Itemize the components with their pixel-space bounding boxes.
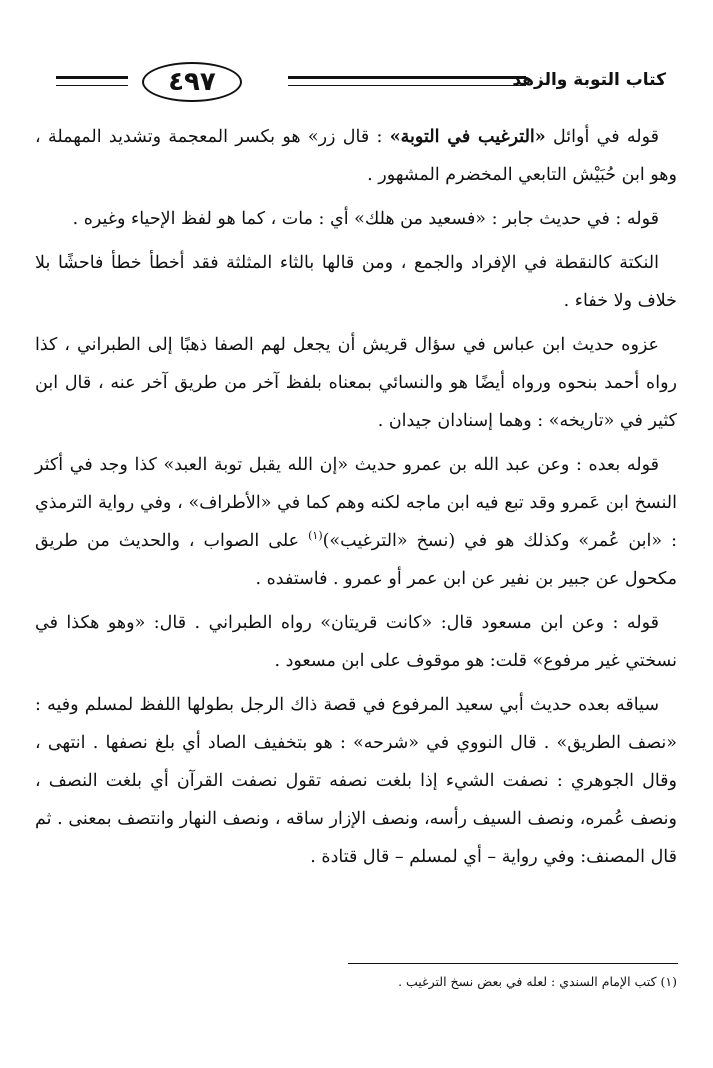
paragraph-7: سياقه بعده حديث أبي سعيد المرفوع في قصة ذاك الرجل بطولها اللفظ لمسلم وفيه : «نصف الطريق» . قال النووي في «شرحه» : هو بتخفيف الصاد أي بلغ نصفها . انتهى ، وقال الجوهري : نصفت الشيء إذا بلغت نصفه تقول نصفت القرآن أي بلغت النصف ، ونصف عُمره، ونصف السيف رأسه، ونصف الإزار ساقه ، ونصف النهار وانتصف بمعنى . ثم قال المصنف: وفي رواية – أي لمسلم – قال قتادة . [35, 695, 677, 867]
header-rule-right [288, 76, 526, 86]
footnote: (١) كتب الإمام السندي : لعله في بعض نسخ الترغيب . [398, 974, 677, 989]
header-rule-left [56, 76, 128, 86]
paragraph-2: قوله : في حديث جابر : «فسعيد من هلك» أي : مات ، كما هو لفظ الإحياء وغيره . [72, 209, 659, 229]
paragraph-5-text-a: قوله بعده : وعن عبد الله بن عمرو حديث «إن الله يقبل توبة العبد» كذا وجد في أكثر النسخ ابن عَمرو وقد تبع فيه ابن ماجه لكنه وهم كما في «الأطراف» ، وفي رواية الترمذي : «ابن عُمر» وكذلك هو في (نسخ «الترغيب») [35, 455, 677, 551]
paragraph-1-text-a: قوله في أوائل [545, 127, 659, 147]
paragraph-4: عزوه حديث ابن عباس في سؤال قريش أن يجعل لهم الصفا ذهبًا إلى الطبراني ، كذا رواه أحمد بنحوه ورواه أيضًا هو والنسائي بمعناه بلفظ آخر من طريق آخر عنه ، قال ابن كثير في «تاريخه» : وهما إسنادان جيدان . [35, 335, 677, 431]
paragraph-5-text-b: على الصواب ، والحديث من طريق مكحول عن جبير بن نفير عن ابن عمر أو عمرو . فاستفده . [35, 531, 677, 589]
body-text [35, 118, 677, 882]
paragraph-1-bold-title: «الترغيب في التوبة» [389, 127, 546, 147]
page-number: ٤٩٧ [168, 67, 216, 97]
running-title: كتاب التوبة والزهد [512, 70, 666, 90]
page-header [56, 62, 666, 106]
paragraph-5 [35, 446, 677, 598]
paragraph-1 [35, 118, 677, 194]
paragraph-3: النكتة كالنقطة في الإفراد والجمع ، ومن قالها بالثاء المثلثة فقد أخطأ خطأ فاحشًا بلا خلاف ولا خفاء . [35, 253, 677, 311]
paragraph-1-text-b: : قال زر» هو بكسر المعجمة وتشديد المهملة ، وهو ابن حُبَيْش التابعي المخضرم المشهور . [35, 127, 677, 185]
footnote-reference: (١) [308, 529, 323, 543]
paragraph-6: قوله : وعن ابن مسعود قال: «كانت قريتان» رواه الطبراني . قال: «وهو هكذا في نسختي غير مرفوع» قلت: هو موقوف على ابن مسعود . [35, 613, 677, 671]
page-number-frame [142, 62, 242, 102]
